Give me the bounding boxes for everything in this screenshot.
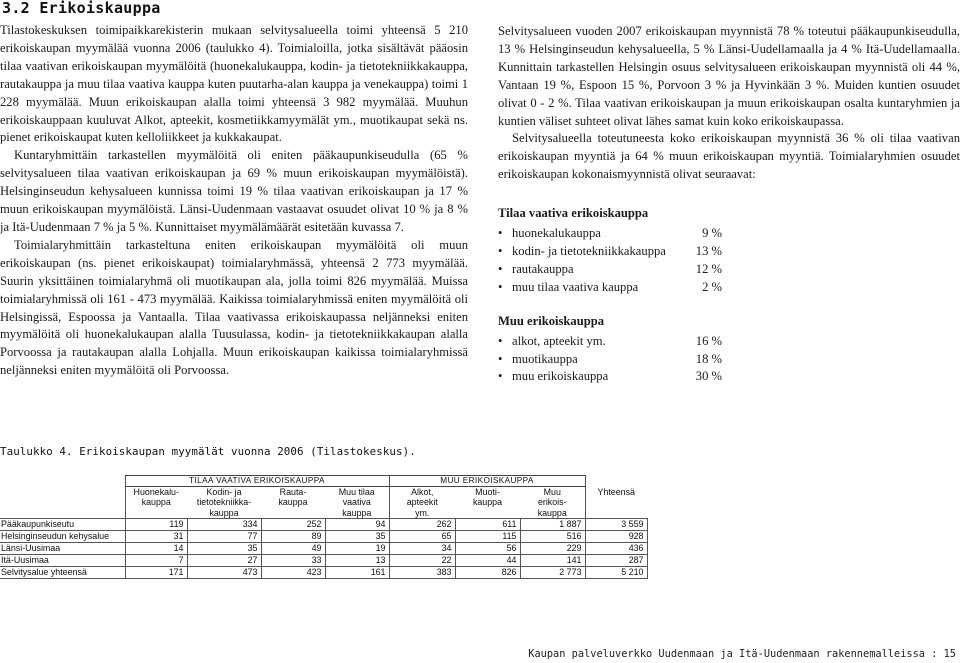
table-row: Itä-Uusimaa 7 27 33 13 22 44 141 287	[0, 555, 647, 567]
list-item: • rautakauppa 12 %	[498, 261, 722, 279]
column-header: Muoti- kauppa	[472, 487, 503, 508]
group-header: TILAA VAATIVA ERIKOISKAUPPA	[125, 476, 389, 487]
bullet-icon: •	[498, 226, 503, 241]
right-column	[498, 23, 960, 386]
list-item: • muu tilaa vaativa kauppa 2 %	[498, 279, 722, 297]
paragraph: Tilastokeskuksen toimipaikkarekisterin mukaan selvitysalueella toimi yhteensä 5 210 erikoiskaupan myymälää vuonna 2006 (taulukko 4). Toimialoilla, jotka sisältävät pääosin tilaa vaativan erikoiskaupan myymälöitä (huonekalukauppa, kodin- ja tietotekniikkakauppa, rautakauppa ja muu tilaa vaativa kauppa kuten puutarha-alan kauppa ja venekauppa) toimi 1 228 myymälää. Muun erikoiskaupan alalla toimi yhteensä 3 982 myymälää. Muuhun erikoiskauppaan kuuluvat Alkot, apteekit, kosmetiikkamyymälät ym., muotikaupat sekä ns. pienet erikoiskaupat kuten kelloliikkeet ja kukkakaupat.	[0, 23, 468, 145]
column-header: Muu erikois- kauppa	[537, 487, 567, 518]
list-item: • muu erikoiskauppa 30 %	[498, 368, 722, 386]
table-row: Pääkaupunkiseutu 119 334 252 94 262 611 1 887 3 559	[0, 519, 647, 531]
left-column	[0, 22, 468, 380]
table-caption: Taulukko 4. Erikoiskaupan myymälät vuonna 2006 (Tilastokeskus).	[0, 445, 416, 458]
paragraph: Selvitysalueen vuoden 2007 erikoiskaupan myynnistä 78 % toteutui pääkaupunkiseudulla, 13 % Helsinginseudun kehysalueella, 5 % Länsi-Uudellamaalla ja 4 % Itä-Uudellamaalla. Kunnittain tarkastellen Helsingin osuus selvitysalueen erikoiskaupan myynnistä oli 44 %, Vantaan 19 %, Espoon 15 %, Porvoon 3 % ja Hyvinkään 3 %. Muiden kuntien osuudet olivat 0 - 2 %. Tilaa vaativan erikoiskaupan ja muun erikoiskaupan osalta kuntaryhmien ja kuntien väliset suhteet olivat lähes samat kuin koko erikoiskaupassa.	[498, 24, 960, 128]
section-heading: 3.2 Erikoiskauppa	[2, 0, 161, 17]
list-title: Muu erikoiskauppa	[498, 313, 605, 328]
column-header-row	[0, 487, 647, 519]
list-title: Tilaa vaativa erikoiskauppa	[498, 206, 649, 221]
column-header: Yhteensä	[585, 487, 647, 519]
table-row: Helsinginseudun kehysalue 31 77 89 35 65 115 516 928	[0, 531, 647, 543]
column-header: Muu tilaa vaativa kauppa	[338, 487, 375, 518]
bullet-icon: •	[498, 333, 503, 348]
bullet-icon: •	[498, 351, 503, 366]
group-header: MUU ERIKOISKAUPPA	[389, 476, 585, 487]
list-item: • muotikauppa 18 %	[498, 351, 722, 369]
column-header: Rauta- kauppa	[278, 487, 308, 508]
paragraph: Toimialaryhmittäin tarkasteltuna eniten erikoiskaupan myymälöitä oli muun erikoiskaupan (ns. pienet erikoiskaupat) toimialaryhmässä, yhteensä 2 773 myymälää. Suurin yksittäinen toimialaryhmä oli muotikaupan ala, jolla toimi 826 myymälää. Muissa toimialaryhmissä oli 161 - 473 myymälää. Kaikissa toimialaryhmissä eniten myymälöitä oli Helsingissä, Espoossa ja Vantaalla. Tilaa vaativassa erikoiskaupassa neljänneksi eniten myymälöitä oli huonekalukaupan alalla Tuusulassa, kodin- ja tietotekniikkakaupan alalla Porvoossa ja rautakaupan alalla Lohjalla. Muun erikoiskaupan kaikissa toimialaryhmissä neljänneksi eniten myymälöitä oli Porvoossa.	[0, 237, 468, 378]
column-header: Alkot, apteekit ym.	[389, 487, 455, 519]
list-item: • huonekalukauppa 9 %	[498, 225, 722, 243]
stores-table	[0, 475, 648, 579]
column-header: Kodin- ja tietotekniikka- kauppa	[196, 487, 252, 518]
table-row: Selvitysalue yhteensä 171 473 423 161 383 826 2 773 5 210	[0, 567, 647, 579]
column-header: Huonekalu- kauppa	[133, 487, 179, 508]
list-item: • kodin- ja tietotekniikkakauppa 13 %	[498, 243, 722, 261]
bullet-icon: •	[498, 243, 503, 258]
list-item: • alkot, apteekit ym. 16 %	[498, 333, 722, 351]
bullet-icon: •	[498, 261, 503, 276]
page-footer: Kaupan palveluverkko Uudenmaan ja Itä-Uudenmaan rakennemalleissa : 15	[528, 648, 956, 660]
bullet-list	[498, 333, 960, 387]
paragraph: Selvitysalueella toteutuneesta koko erikoiskaupan myynnistä 36 % oli tilaa vaativan erikoiskaupan myyntiä ja 64 % muun erikoiskaupan myyntiä. Toimialaryhmien osuudet erikoiskaupan kokonaismyynnistä olivat seuraavat:	[498, 131, 960, 182]
bullet-list	[498, 225, 960, 297]
table-row: Länsi-Uusimaa 14 35 49 19 34 56 229 436	[0, 543, 647, 555]
bullet-icon: •	[498, 279, 503, 294]
paragraph: Kuntaryhmittäin tarkastellen myymälöitä oli eniten pääkaupunkiseudulla (65 % selvitysalueen tilaa vaativan erikoiskaupan ja 69 % muun erikoiskaupan myymälöistä). Helsinginseudun kehysalueen kunnissa toimi 19 % tilaa vaativan erikoiskaupan ja 17 % muun erikoiskaupan myymälöistä. Länsi-Uudenmaan vastaavat osuudet olivat 10 % ja 8 % ja Itä-Uudenmaan 7 % ja 5 %. Kunnittaiset myymälämäärät esitetään kuvassa 7.	[0, 148, 468, 234]
bullet-icon: •	[498, 369, 503, 384]
